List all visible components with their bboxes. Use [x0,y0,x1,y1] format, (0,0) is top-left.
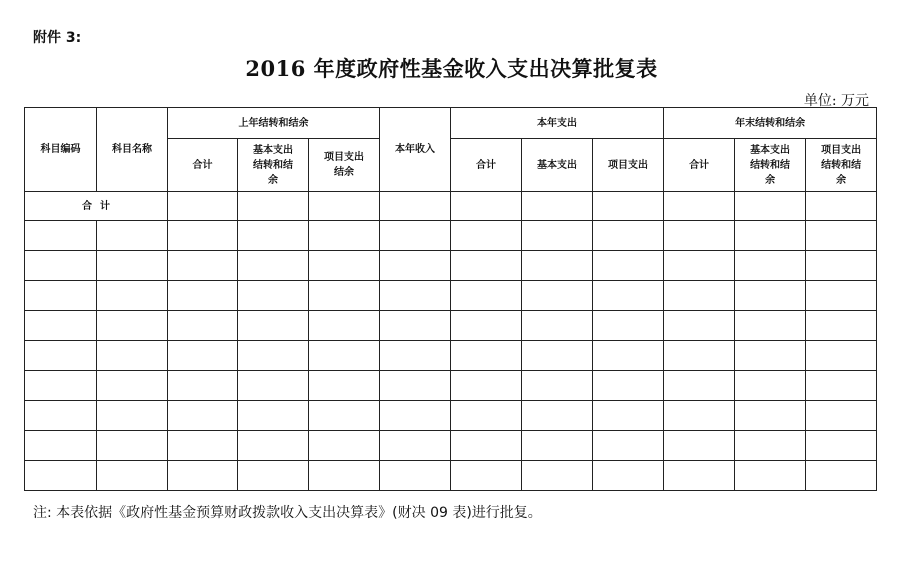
table-cell [238,221,309,251]
table-cell [25,461,97,491]
table-cell [522,251,593,281]
header-expense: 本年支出 [451,108,664,139]
table-cell [664,401,735,431]
table-cell [309,461,380,491]
table-row [25,221,877,251]
table-cell [168,281,238,311]
table-cell [25,401,97,431]
table-cell [238,341,309,371]
table-cell [806,281,877,311]
table-row [25,371,877,401]
header-end-basic: 基本支出结转和结余 [735,139,806,192]
table-cell [238,371,309,401]
table-cell [451,311,522,341]
footnote: 注: 本表依据《政府性基金预算财政拨款收入支出决算表》(财决 09 表)进行批复。 [33,505,542,521]
table-cell [522,401,593,431]
table-cell [806,431,877,461]
table-cell [735,401,806,431]
table-row [25,401,877,431]
table-cell [806,221,877,251]
table-row [25,281,877,311]
table-cell [522,341,593,371]
table-row [25,341,877,371]
table-cell [309,431,380,461]
table-cell [25,311,97,341]
approval-table [24,107,877,491]
table-cell [664,341,735,371]
header-exp-basic: 基本支出 [522,139,593,192]
table-cell [735,281,806,311]
table-cell [664,431,735,461]
attachment-label: 附件 3: [33,30,82,46]
page-title: 2016 年度政府性基金收入支出决算批复表 [245,56,658,81]
table-cell [238,281,309,311]
table-cell [451,371,522,401]
table-cell [806,341,877,371]
table-cell [309,221,380,251]
table-cell [309,401,380,431]
table-cell [735,431,806,461]
table-cell [735,461,806,491]
table-cell [97,371,168,401]
table-cell [522,281,593,311]
table-cell [97,431,168,461]
table-cell [593,371,664,401]
table-cell [451,341,522,371]
table-cell [806,371,877,401]
table-cell [664,371,735,401]
table-cell [168,341,238,371]
table-cell [97,251,168,281]
table-cell [380,341,451,371]
header-prev-balance: 上年结转和结余 [168,108,380,139]
table-cell [168,401,238,431]
table-cell [380,371,451,401]
table-cell [25,221,97,251]
table-cell [25,431,97,461]
table-cell [451,431,522,461]
table-cell [664,221,735,251]
table-cell [664,311,735,341]
header-prev-basic: 基本支出结转和结余 [238,139,309,192]
table-cell [735,311,806,341]
table-cell [238,401,309,431]
table-cell [168,461,238,491]
table-cell [806,461,877,491]
table-cell [25,341,97,371]
table-cell [309,281,380,311]
header-exp-project: 项目支出 [593,139,664,192]
table-cell [168,251,238,281]
table-cell [25,371,97,401]
table-cell [97,401,168,431]
table-row [25,251,877,281]
table-cell [522,371,593,401]
table-cell [309,251,380,281]
table-cell [451,221,522,251]
table-cell [451,281,522,311]
table-cell [735,251,806,281]
table-cell [309,311,380,341]
table-cell [451,401,522,431]
header-exp-total: 合计 [451,139,522,192]
table-cell [593,221,664,251]
header-end-project: 项目支出结转和结余 [806,139,877,192]
table-cell [380,461,451,491]
table-cell [593,341,664,371]
header-subject-name: 科目名称 [97,108,168,192]
table-cell [522,311,593,341]
table-cell [593,461,664,491]
table-cell [168,311,238,341]
table-cell [97,281,168,311]
table-cell [168,371,238,401]
header-end-total: 合计 [664,139,735,192]
table-cell [735,371,806,401]
table-cell [593,251,664,281]
table-cell [380,431,451,461]
table-row [25,311,877,341]
table-cell [664,251,735,281]
table-cell [309,371,380,401]
table-cell [238,431,309,461]
table-cell [664,461,735,491]
table-cell [168,221,238,251]
header-row-1 [25,108,877,139]
table-cell [238,311,309,341]
table-cell [238,461,309,491]
table-cell [806,251,877,281]
table-cell [522,431,593,461]
table-cell [380,281,451,311]
table-cell [806,401,877,431]
table-cell [380,311,451,341]
header-subject-code: 科目编码 [25,108,97,192]
table-cell [238,251,309,281]
unit-label: 单位: 万元 [803,93,869,109]
table-cell [97,311,168,341]
table-cell [168,431,238,461]
table-cell [309,341,380,371]
table-row [25,431,877,461]
table-cell [593,281,664,311]
table-cell [522,461,593,491]
table-cell [735,221,806,251]
table-cell [380,221,451,251]
table-cell [97,221,168,251]
table-cell [806,311,877,341]
table-cell [97,341,168,371]
table-cell [522,221,593,251]
table-cell [380,251,451,281]
table-cell [593,401,664,431]
table-cell [735,341,806,371]
table-cell [25,251,97,281]
table-cell [25,281,97,311]
header-end-balance: 年末结转和结余 [664,108,877,139]
table-cell [451,251,522,281]
table-cell [593,431,664,461]
table-cell [380,401,451,431]
header-income: 本年收入 [380,108,451,192]
sum-row [25,192,877,221]
table-row [25,461,877,491]
sum-row-label: 合计 [25,192,168,221]
table-cell [451,461,522,491]
header-prev-total: 合计 [168,139,238,192]
table-cell [97,461,168,491]
header-prev-project: 项目支出结余 [309,139,380,192]
table-cell [593,311,664,341]
table-cell [664,281,735,311]
